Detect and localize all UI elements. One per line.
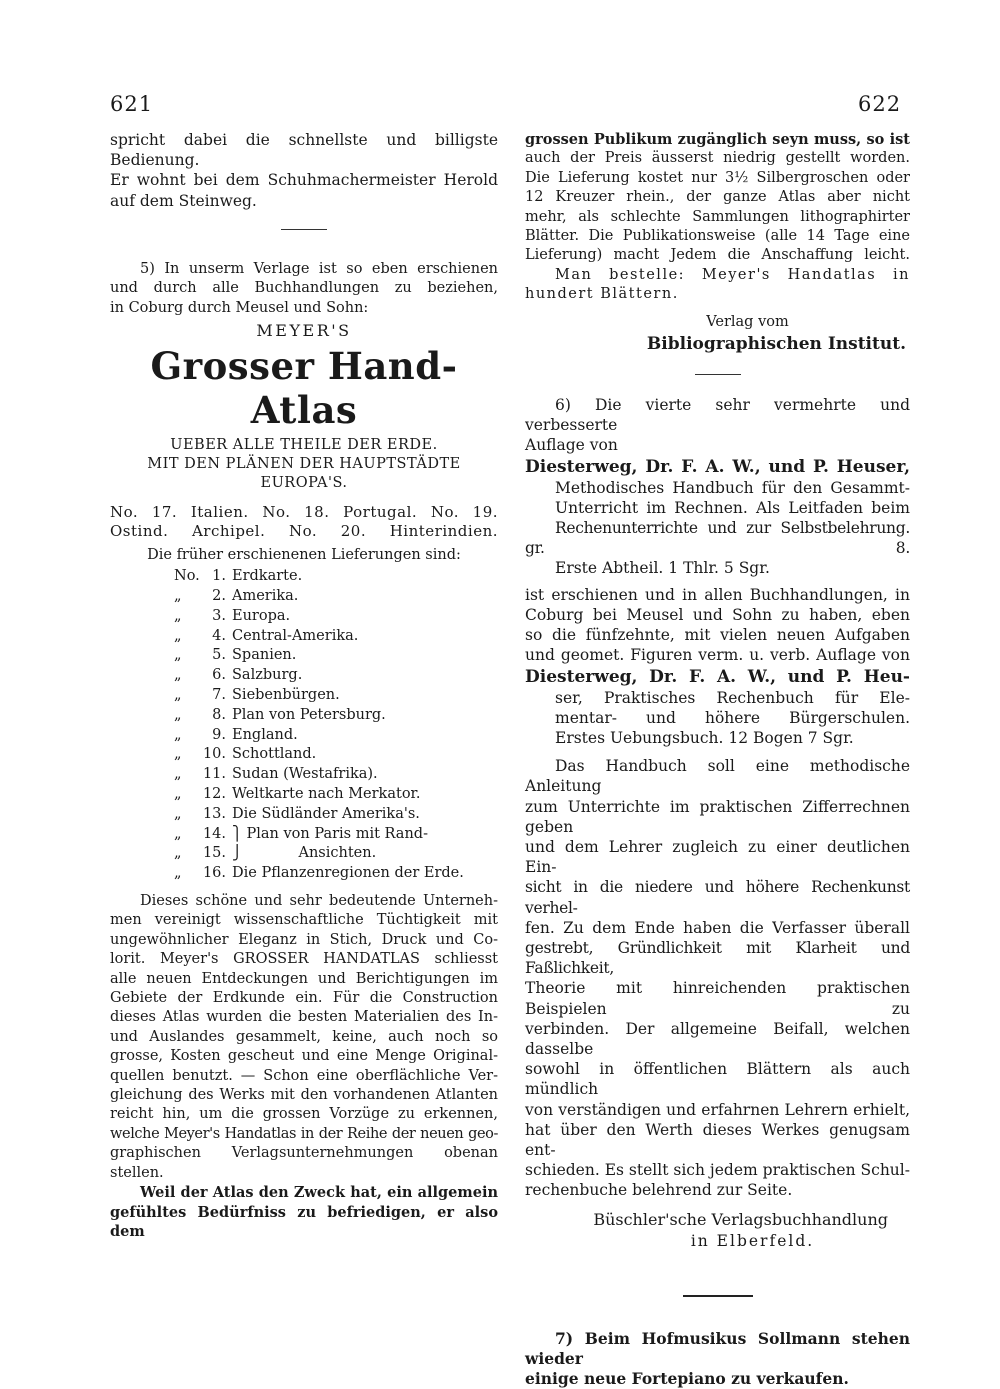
text-line: mehr, als schlechte Sammlungen lithographirter [525, 208, 910, 225]
text-line: und geomet. Figuren verm. u. verb. Auflage von [525, 646, 910, 665]
text-line: spricht dabei die schnellste und billigste Bedienung. [110, 131, 498, 170]
text-line: Weil der Atlas den Zweck hat, ein allgemein [140, 1184, 498, 1202]
list-item: „ 8. Plan von Petersburg. [174, 706, 386, 723]
text-line: mentar- und höhere Bürgerschulen. [555, 708, 910, 727]
list-item: „ 4. Central-Amerika. [174, 627, 359, 644]
text-line: Diesterweg, Dr. F. A. W., und P. Heuser, [525, 456, 910, 477]
list-item: „ 13. Die Südländer Amerika's. [174, 805, 420, 822]
text-line: Theorie mit hinreichenden praktischen Beispielen zu [525, 979, 910, 1018]
list-heading: Die früher erschienenen Lieferungen sind: [147, 546, 461, 563]
delivery-list [174, 567, 498, 884]
text-line: gleichung des Werks mit den vorhandenen Atlanten [110, 1087, 498, 1104]
list-item: „ 3. Europa. [174, 607, 291, 624]
notice-5 [110, 260, 498, 318]
text-line: welche Meyer's Handatlas in der Reihe der neuen geo- [110, 1125, 498, 1142]
text-line: graphischen Verlagsunternehmungen obenan stellen. [110, 1145, 498, 1181]
atlas-subtitle-2: MIT DEN PLÄNEN DER HAUPTSTÄDTE [147, 456, 461, 473]
text-line: dieses Atlas wurden die besten Materialien des In- [110, 1009, 498, 1026]
text-line: men vereinigt wissenschaftliche Tüchtigkeit mit [110, 912, 498, 929]
text-line: 6) Die vierte sehr vermehrte und verbesserte [525, 396, 910, 435]
page-number-left: 621 [110, 92, 154, 116]
publisher-heading: MEYER'S [256, 321, 352, 341]
text-line: Unterricht im Rechnen. Als Leitfaden beim [555, 498, 910, 517]
list-item: „ 14. ⎫ Plan von Paris mit Rand- [174, 825, 428, 842]
text-line: Methodisches Handbuch für den Gesammt- [555, 478, 910, 497]
text-line: in Coburg durch Meusel und Sohn: [110, 299, 369, 316]
list-item: „ 7. Siebenbürgen. [174, 687, 340, 704]
text-line: sicht in die niedere und höhere Rechenkunst verhel- [525, 878, 910, 917]
text-line: auf dem Steinweg. [110, 191, 257, 210]
text-line: fen. Zu dem Ende haben die Verfasser überall [525, 918, 910, 937]
text-line: No. 17. Italien. No. 18. Portugal. No. 19. [110, 503, 498, 522]
text-line: hat über den Werth dieses Werkes genugsam ent- [525, 1120, 910, 1159]
list-item: „ 6. Salzburg. [174, 667, 303, 684]
handbook-paragraph [525, 756, 910, 1200]
text-line: und dem Lehrer zugleich zu einer deutlichen Ein- [525, 837, 910, 877]
text-line: quellen benutzt. — Schon eine oberflächliche Ver- [110, 1067, 498, 1084]
text-line: Rechenunterrichte und zur Selbstbelehrung. gr. 8. [525, 519, 910, 558]
text-line: Lieferung) macht Jedem die Anschaffung leicht. [525, 247, 910, 264]
text-line: Das Handbuch soll eine methodische Anleitung [525, 757, 910, 796]
text-line: Blätter. Die Publikationsweise (alle 14 Tage eine [525, 228, 910, 245]
text-line: Die Lieferung kostet nur 3½ Silbergroschen oder [525, 169, 910, 186]
new-deliveries [110, 503, 498, 542]
text-line: so die fünfzehnte, mit vielen neuen Aufgaben [525, 626, 910, 645]
list-item: „ 15. ⎭ Ansichten. [174, 845, 377, 862]
text-line: Man bestelle: Meyer's Handatlas in [555, 266, 910, 283]
intro-paragraph [110, 130, 498, 211]
text-line: verbinden. Der allgemeine Beifall, welchen dasselbe [525, 1019, 910, 1058]
text-line: alle neuen Entdeckungen und Berichtigungen im [110, 970, 498, 987]
list-item: „ 10. Schottland. [174, 746, 317, 763]
text-line: schieden. Es stellt sich jedem praktischen Schul- [525, 1161, 910, 1180]
text-line: und Auslandes gesammelt, keine, auch noch so [110, 1028, 498, 1045]
text-line: Erste Abtheil. 1 Thlr. 5 Sgr. [555, 559, 770, 578]
brace-icon: ⎭ [232, 845, 243, 862]
text-line: sowohl in öffentlichen Blättern als auch mündlich [525, 1060, 910, 1099]
text-line: 12 Kreuzer rhein., der ganze Atlas aber nicht [525, 189, 910, 206]
text-line: lorit. Meyer's GROSSER HANDATLAS schliesst [110, 951, 498, 968]
text-line: Gebiete der Erdkunde ein. Für die Construction [110, 990, 498, 1007]
atlas-subtitle-1: UEBER ALLE THEILE DER ERDE. [170, 437, 438, 454]
page-number-right: 622 [858, 92, 902, 116]
text-line: und durch alle Buchhandlungen zu beziehen, [110, 280, 498, 297]
text-line: 5) In unserm Verlage ist so eben erschienen [140, 260, 498, 277]
text-line: gefühltes Bedürfniss zu befriedigen, er also dem [110, 1203, 498, 1240]
text-line: Diesterweg, Dr. F. A. W., und P. Heu- [525, 666, 910, 687]
text-line: Auflage von [525, 436, 618, 455]
section-divider [281, 229, 327, 230]
list-item: „ 11. Sudan (Westafrika). [174, 766, 378, 783]
list-item: „ 2. Amerika. [174, 588, 299, 605]
text-line: rechenbuche belehrend zur Seite. [525, 1181, 793, 1200]
text-line: gestrebt, Gründlichkeit mit Klarheit und Faßlichkeit, [525, 938, 910, 978]
list-item: „ 9. England. [174, 726, 298, 743]
signature-publisher: Büschler'sche Verlagsbuchhandlung [593, 1209, 888, 1229]
text-line: Dieses schöne und sehr bedeutende Unterneh- [140, 893, 498, 909]
left-column [110, 130, 498, 1241]
text-line: ser, Praktisches Rechenbuch für Ele- [555, 688, 910, 707]
signature-place: in Elberfeld. [690, 1231, 815, 1250]
text-line: 7) Beim Hofmusikus Sollmann stehen wieder [525, 1328, 910, 1368]
text-line: Erstes Uebungsbuch. 12 Bogen 7 Sgr. [555, 728, 854, 747]
text-line: Ostind. Archipel. No. 20. Hinterindien. [110, 522, 498, 541]
text-line: reicht hin, um die grossen Vorzüge zu erkennen, [110, 1106, 498, 1123]
atlas-description [110, 892, 498, 1241]
text-line: Er wohnt bei dem Schuhmachermeister Herold [110, 171, 498, 190]
text-line: von verständigen und erfahrnen Lehrern erhielt, [525, 1100, 910, 1119]
text-line: grosse, Kosten gescheut und eine Menge Original- [110, 1048, 498, 1065]
text-line: zum Unterrichte im praktischen Zifferrechnen geben [525, 797, 910, 836]
brace-icon: ⎫ [232, 825, 243, 842]
list-item: „ 12. Weltkarte nach Merkator. [174, 786, 421, 803]
text-line: ungewöhnlicher Eleganz in Stich, Druck und Co- [110, 931, 498, 948]
atlas-description-continued [525, 130, 910, 305]
list-item: „ 5. Spanien. [174, 647, 297, 664]
text-line: hundert Blättern. [525, 286, 679, 303]
atlas-subtitle-3: EUROPA'S. [260, 475, 348, 492]
atlas-title: Grosser Hand-Atlas [150, 344, 458, 433]
list-item: „ 16. Die Pflanzenregionen der Erde. [174, 865, 464, 882]
verlag-label: Verlag vom [706, 313, 789, 330]
notice-6 [525, 395, 910, 748]
list-item: No. 1. Erdkarte. [174, 568, 303, 585]
text-line: Coburg bei Meusel und Sohn zu haben, eben [525, 605, 910, 624]
section-divider [695, 374, 741, 375]
text-line: auch der Preis äusserst niedrig gestellt worden. [525, 150, 910, 167]
right-column [525, 130, 910, 1389]
section-divider [683, 1295, 753, 1297]
text-line: grossen Publikum zugänglich seyn muss, so ist [525, 131, 910, 148]
verlag-name: Bibliographischen Institut. [646, 334, 906, 355]
text-line: einige neue Fortepiano zu verkaufen. [525, 1369, 849, 1389]
notice-7 [525, 1329, 910, 1389]
text-line: ist erschienen und in allen Buchhandlungen, in [525, 585, 910, 604]
